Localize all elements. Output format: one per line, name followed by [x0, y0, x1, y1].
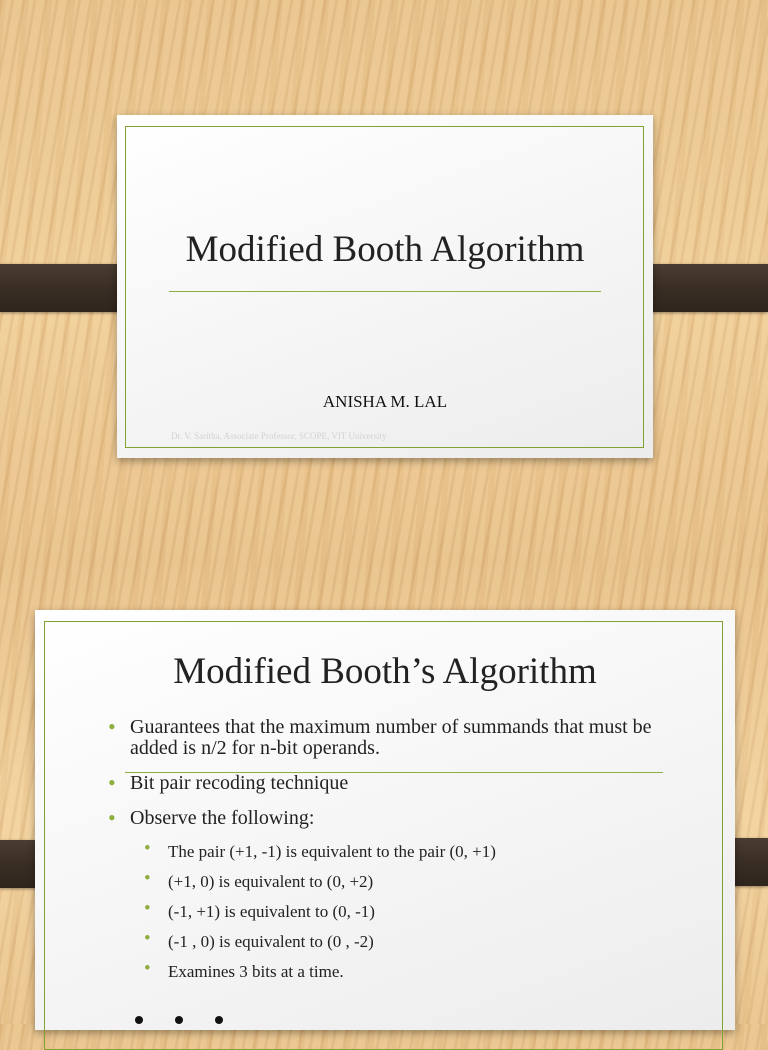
bullet-dot-icon: •: [144, 868, 151, 889]
sub-bullet-item: • (-1, +1) is equivalent to (0, -1): [144, 898, 375, 921]
bullet-dot-icon: •: [144, 898, 151, 919]
sub-bullet-item: • Examines 3 bits at a time.: [144, 958, 344, 981]
ellipsis-dot-icon: [135, 1016, 143, 1024]
bullet-dot-icon: •: [144, 838, 151, 859]
sub-bullet-item: • (+1, 0) is equivalent to (0, +2): [144, 868, 374, 891]
bullet-dot-icon: •: [108, 714, 116, 739]
ellipsis-dot-icon: [215, 1016, 223, 1024]
bullet-item: • Guarantees that the maximum number of summands that must be added is n/2 for n-bit operands.: [108, 714, 652, 759]
bullet-dot-icon: •: [108, 770, 116, 795]
slide-content-heading: Modified Booth’s Algorithm: [173, 651, 597, 692]
title-divider: [169, 291, 601, 292]
author-name: ANISHA M. LAL: [322, 392, 448, 411]
ellipsis-dot-icon: [175, 1016, 183, 1024]
slide-title-heading: Modified Booth Algorithm: [185, 229, 585, 270]
slide-title: [117, 115, 653, 458]
bullet-dot-icon: •: [144, 928, 151, 949]
slide-content: [35, 610, 735, 1030]
bullet-item: • Bit pair recoding technique: [108, 770, 349, 795]
bit-diagram-partial: [135, 1008, 695, 1030]
bullet-list: [108, 714, 698, 993]
bullet-item: • Observe the following:: [108, 805, 315, 830]
bullet-dot-icon: •: [108, 805, 116, 830]
slide-footer-credit: Dr. V. Saritha, Associate Professor, SCOPE, VIT University: [171, 431, 387, 441]
bullet-dot-icon: •: [144, 958, 151, 979]
sub-bullet-item: • (-1 , 0) is equivalent to (0 , -2): [144, 928, 374, 951]
sub-bullet-item: • The pair (+1, -1) is equivalent to the pair (0, +1): [144, 838, 496, 861]
